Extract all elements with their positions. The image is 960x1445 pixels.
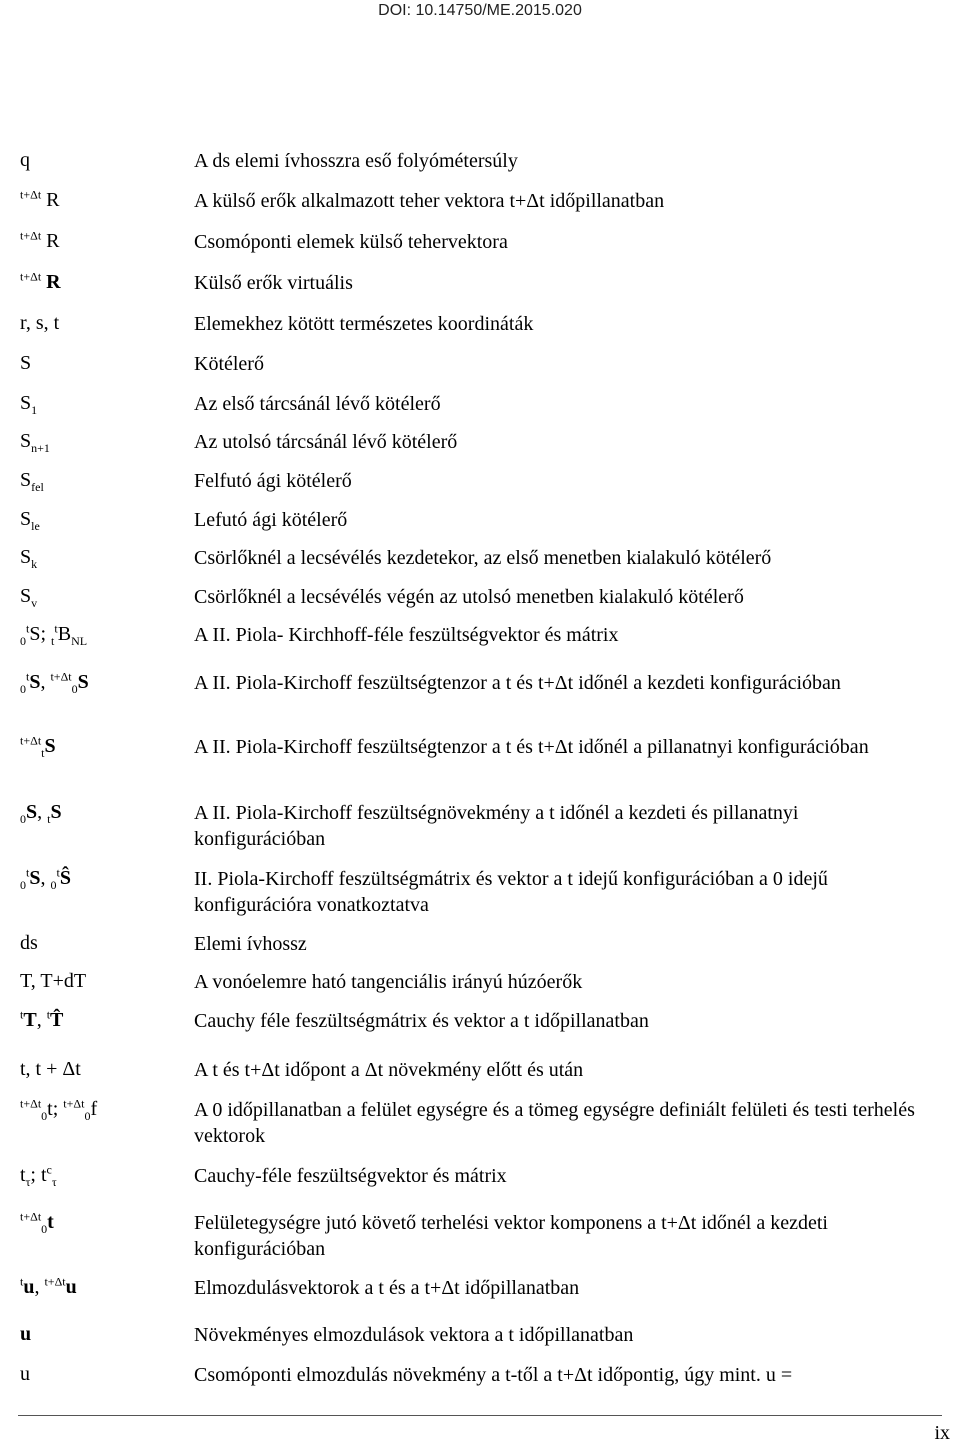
symbol: $_0^t$S, $^{t+\Delta t}_0$S: [20, 669, 89, 696]
symbol: u: [20, 1363, 30, 1385]
symbol-description: Lefutó ági kötélerő: [194, 509, 348, 531]
symbol: $S_{n+1}$: [20, 430, 50, 455]
symbol: t, t + Δt: [20, 1058, 81, 1080]
symbol-description: A ds elemi ívhosszra eső folyómétersúly: [194, 150, 518, 172]
symbol-description: Cauchy féle feszültségmátrix és vektor a t időpillanatban: [194, 1010, 649, 1032]
symbol-description: A vonóelemre ható tangenciális irányú húzóerők: [194, 971, 583, 993]
symbol-description: Csomóponti elemek külső tehervektora: [194, 231, 508, 253]
symbol: S: [20, 352, 32, 374]
symbol: $t_\tau$; $t^c_\tau$: [20, 1162, 57, 1189]
symbol: T, T+dT: [20, 970, 87, 992]
symbol-description: Növekményes elmozdulások vektora a t időpillanatban: [194, 1324, 634, 1346]
symbol-description: A II. Piola-Kirchoff feszültségnövekmény a t időnél a kezdeti és pillanatnyi konfigurációban: [194, 802, 799, 850]
symbol: q: [20, 149, 30, 171]
symbol-description: Elmozdulásvektorok a t és a t+Δt időpillanatban: [194, 1277, 580, 1299]
symbol: $S_1$: [20, 392, 38, 417]
symbol: $^{t+\Delta t}_0$t: [20, 1209, 54, 1236]
symbol-description: Az első tárcsánál lévő kötélerő: [194, 393, 441, 415]
symbol-description: Cauchy-féle feszültségvektor és mátrix: [194, 1165, 507, 1187]
symbol-description: A külső erők alkalmazott teher vektora t+Δt időpillanatban: [194, 190, 665, 212]
symbol: $_0$S, $_t$S: [20, 801, 62, 826]
symbol: $S_v$: [20, 585, 38, 610]
symbol-description: II. Piola-Kirchoff feszültségmátrix és vektor a t idejű konfigurációban a 0 idejű konfigurációra vonatkoztatva: [194, 868, 828, 916]
page-number: ix: [934, 1422, 950, 1444]
symbol-description: A 0 időpillanatban a felület egységre és a tömeg egységre definiált felületi és testi terhelés vektorok: [194, 1099, 915, 1147]
symbol: $^{t+\Delta t}$ R: [20, 187, 60, 211]
symbol-description: Kötélerő: [194, 353, 264, 375]
symbol-description: Csörlőknél a lecsévélés kezdetekor, az első menetben kialakuló kötélerő: [194, 547, 772, 569]
symbol: $_0^t$S; $_t^tB_{NL}$: [20, 621, 88, 648]
symbol: $^{t+\Delta t}_0$t; $^{t+\Delta t}_0$f: [20, 1096, 98, 1123]
symbol-description: Az utolsó tárcsánál lévő kötélerő: [194, 431, 458, 453]
symbol: $^t$T, $^t$T̂: [20, 1007, 64, 1031]
doi-header: DOI: 10.14750/ME.2015.020: [378, 2, 582, 19]
symbol-description: Elemekhez kötött természetes koordináták: [194, 313, 534, 335]
symbol-description: A II. Piola- Kirchhoff-féle feszültségvektor és mátrix: [194, 624, 619, 646]
symbol: $^{t+\Delta t}_t$S: [20, 733, 56, 760]
symbol: $_0^t$S, $_0^t$Ŝ: [20, 865, 71, 892]
symbol: ds: [20, 932, 38, 954]
symbol-description: Külső erők virtuális: [194, 272, 353, 294]
symbol: $S_{le}$: [20, 508, 40, 533]
symbol: $S_{fel}$: [20, 469, 44, 494]
symbol-description: Csomóponti elmozdulás növekmény a t-től a t+Δt időpontig, úgy mint. u =: [194, 1364, 793, 1386]
symbol: $^{t+\Delta t}$ R: [20, 228, 60, 252]
symbol-description: Felfutó ági kötélerő: [194, 470, 352, 492]
symbol-description: A t és t+Δt időpont a Δt növekmény előtt és után: [194, 1059, 584, 1081]
symbol-description: A II. Piola-Kirchoff feszültségtenzor a t és t+Δt időnél a pillanatnyi konfigurációban: [194, 736, 869, 758]
symbol: $S_k$: [20, 546, 38, 571]
symbol: $^{t+\Delta t}$ R: [20, 269, 61, 293]
symbol-description: Elemi ívhossz: [194, 933, 307, 955]
footer-divider: [18, 1415, 942, 1416]
symbol: u: [20, 1323, 32, 1345]
symbol: $^t$u, $^{t+\Delta t}$u: [20, 1274, 77, 1298]
symbol-description: Felületegységre jutó követő terhelési vektor komponens a t+Δt időnél a kezdeti konfigurációban: [194, 1212, 828, 1260]
symbol-description: A II. Piola-Kirchoff feszültségtenzor a t és t+Δt időnél a kezdeti konfigurációban: [194, 672, 841, 694]
symbol: r, s, t: [20, 312, 60, 334]
symbol-description: Csörlőknél a lecsévélés végén az utolsó menetben kialakuló kötélerő: [194, 586, 744, 608]
